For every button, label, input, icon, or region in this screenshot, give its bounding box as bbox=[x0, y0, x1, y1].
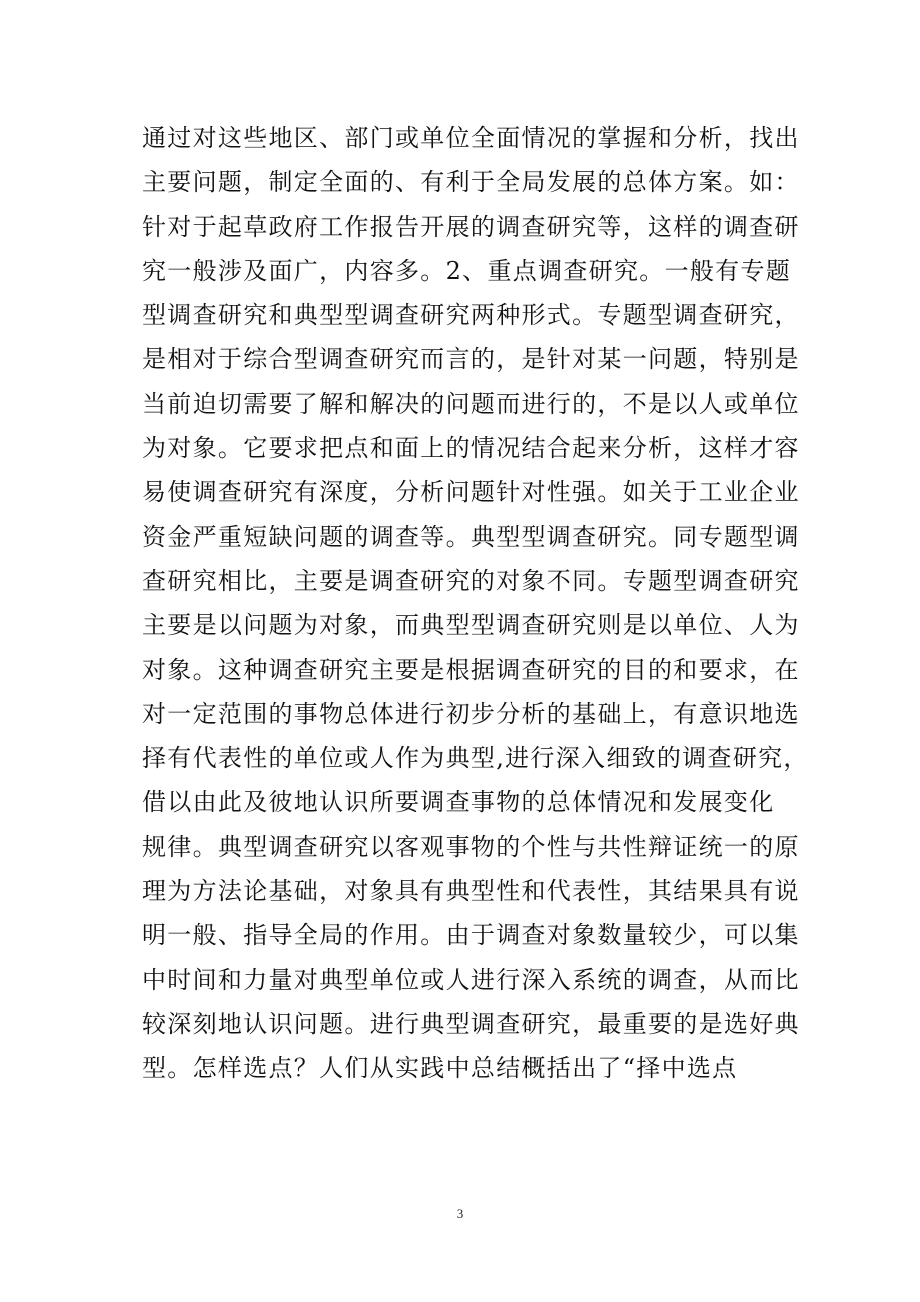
text-line: 针对于起草政府工作报告开展的调查研究等，这样的调查研 bbox=[142, 212, 800, 241]
text-line: 借以由此及彼地认识所要调查事物的总体情况和发展变化 bbox=[142, 788, 775, 817]
text-line: 较深刻地认识问题。进行典型调查研究，最重要的是选好典 bbox=[142, 1009, 800, 1038]
text-line: 型。怎样选点？人们从实践中总结概括出了“择中选点 bbox=[142, 1054, 738, 1083]
text-line: 资金严重短缺问题的调查等。典型型调查研究。同专题型调 bbox=[142, 522, 800, 551]
page-number: 3 bbox=[456, 1206, 464, 1221]
text-line: 对象。这种调查研究主要是根据调查研究的目的和要求，在 bbox=[142, 655, 800, 684]
text-line: 明一般、指导全局的作用。由于调查对象数量较少，可以集 bbox=[142, 921, 800, 950]
text-line: 型调查研究和典型型调查研究两种形式。专题型调查研究， bbox=[142, 301, 800, 330]
text-line: 是相对于综合型调查研究而言的，是针对某一问题，特别是 bbox=[142, 345, 800, 374]
body-text bbox=[142, 116, 809, 1091]
text-line: 易使调查研究有深度，分析问题针对性强。如关于工业企业 bbox=[142, 478, 800, 507]
text-line: 对一定范围的事物总体进行初步分析的基础上，有意识地选 bbox=[142, 699, 800, 728]
text-line: 择有代表性的单位或人作为典型,进行深入细致的调查研究， bbox=[142, 744, 809, 773]
text-line: 究一般涉及面广，内容多。2、重点调查研究。一般有专题 bbox=[142, 256, 792, 285]
text-line: 通过对这些地区、部门或单位全面情况的掌握和分析，找出 bbox=[142, 124, 800, 152]
text-line: 查研究相比，主要是调查研究的对象不同。专题型调查研究 bbox=[142, 566, 800, 595]
text-line: 理为方法论基础，对象具有典型性和代表性，其结果具有说 bbox=[142, 877, 800, 906]
text-line: 主要是以问题为对象，而典型型调查研究则是以单位、人为 bbox=[142, 611, 800, 640]
text-line: 中时间和力量对典型单位或人进行深入系统的调查，从而比 bbox=[142, 965, 800, 994]
text-line: 为对象。它要求把点和面上的情况结合起来分析，这样才容 bbox=[142, 434, 800, 463]
text-line: 当前迫切需要了解和解决的问题而进行的，不是以人或单位 bbox=[142, 389, 800, 418]
text-line: 主要问题，制定全面的、有利于全局发展的总体方案。如： bbox=[142, 168, 800, 197]
text-line: 规律。典型调查研究以客观事物的个性与共性辩证统一的原 bbox=[142, 832, 800, 861]
